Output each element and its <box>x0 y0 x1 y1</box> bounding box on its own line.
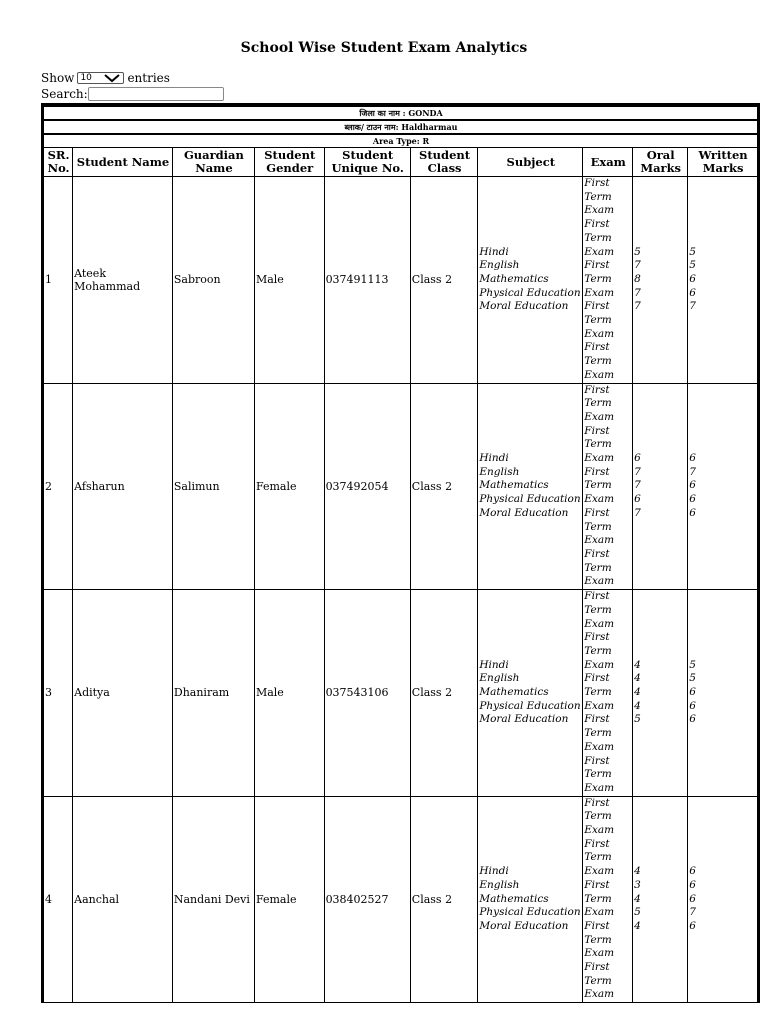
mark-item: 5 <box>634 713 641 726</box>
subject-item: Hindi <box>479 452 509 465</box>
col-header-exam[interactable]: Exam <box>583 148 633 177</box>
mark-item: 6 <box>689 493 696 506</box>
mark-item: 7 <box>634 465 641 478</box>
search-label: Search: <box>41 86 88 101</box>
cell-gender: Female <box>254 383 324 590</box>
exam-item: First Term Exam <box>584 383 615 423</box>
exam-item: First Term Exam <box>584 465 615 506</box>
cell-oral-marks <box>633 383 688 590</box>
cell-oral-marks <box>633 177 688 384</box>
cell-class: Class 2 <box>410 383 478 590</box>
subject-item: Mathematics <box>479 272 549 285</box>
cell-guardian: Sabroon <box>172 177 254 384</box>
mark-item: 6 <box>689 686 696 699</box>
subject-item: English <box>479 465 520 478</box>
col-header-gender[interactable]: Student Gender <box>254 148 324 177</box>
subject-item: English <box>479 878 520 891</box>
cell-written-marks <box>688 590 759 797</box>
col-header-oral-marks[interactable]: Oral Marks <box>633 148 688 177</box>
cell-exam <box>583 590 633 797</box>
banner-district: जिला का नाम : GONDA <box>43 105 759 120</box>
cell-student-name: Aditya <box>73 590 173 797</box>
subject-item: Mathematics <box>479 892 549 905</box>
col-header-guardian-name[interactable]: Guardian Name <box>172 148 254 177</box>
table-row <box>43 383 759 590</box>
page-title: School Wise Student Exam Analytics <box>240 40 528 56</box>
cell-subjects <box>478 383 583 590</box>
mark-item: 6 <box>689 479 696 492</box>
table-controls <box>41 70 224 102</box>
cell-guardian: Dhaniram <box>172 590 254 797</box>
mark-item: 5 <box>689 259 696 272</box>
mark-item: 5 <box>634 245 641 258</box>
subject-item: Hindi <box>479 865 509 878</box>
mark-item: 6 <box>689 506 696 519</box>
mark-item: 7 <box>634 506 641 519</box>
exam-item: First Term Exam <box>584 961 615 1001</box>
cell-gender: Male <box>254 177 324 384</box>
subject-item: English <box>479 672 520 685</box>
mark-item: 6 <box>689 286 696 299</box>
cell-gender: Male <box>254 590 324 797</box>
mark-item: 7 <box>689 906 696 919</box>
exam-item: First Term Exam <box>584 878 615 919</box>
search-control <box>41 86 224 102</box>
table-row <box>43 590 759 797</box>
table-row <box>43 177 759 384</box>
entries-select[interactable] <box>77 72 124 84</box>
exam-analytics-table <box>41 103 760 1003</box>
show-label: Show <box>41 70 75 85</box>
exam-item: First Term Exam <box>584 177 615 217</box>
cell-unique-no: 037491113 <box>324 177 410 384</box>
mark-item: 7 <box>634 286 641 299</box>
mark-item: 7 <box>634 300 641 313</box>
exam-item: First Term Exam <box>584 506 615 547</box>
mark-item: 4 <box>634 672 641 685</box>
mark-item: 6 <box>689 272 696 285</box>
banner-area: Area Type: R <box>43 134 759 148</box>
cell-sr: 2 <box>43 383 73 590</box>
cell-guardian: Salimun <box>172 383 254 590</box>
mark-item: 4 <box>634 865 641 878</box>
mark-item: 7 <box>634 259 641 272</box>
search-input[interactable] <box>88 87 224 101</box>
mark-item: 6 <box>689 892 696 905</box>
cell-student-name: Aanchal <box>73 796 173 1003</box>
mark-item: 4 <box>634 686 641 699</box>
subject-item: Moral Education <box>479 300 569 313</box>
exam-item: First Term Exam <box>584 754 615 794</box>
col-header-unique-no[interactable]: Student Unique No. <box>324 148 410 177</box>
subject-item: Hindi <box>479 245 509 258</box>
cell-subjects <box>478 177 583 384</box>
table-header-row <box>43 148 759 177</box>
subject-item: Physical Education <box>479 906 581 919</box>
mark-item: 5 <box>634 906 641 919</box>
chevron-down-icon <box>103 73 121 83</box>
mark-item: 4 <box>634 919 641 932</box>
subject-item: Moral Education <box>479 713 569 726</box>
subject-item: Mathematics <box>479 686 549 699</box>
cell-written-marks <box>688 383 759 590</box>
mark-item: 6 <box>634 493 641 506</box>
exam-item: First Term Exam <box>584 837 615 878</box>
mark-item: 5 <box>689 672 696 685</box>
col-header-subject[interactable]: Subject <box>478 148 583 177</box>
subject-item: Physical Education <box>479 286 581 299</box>
exam-item: First Term Exam <box>584 300 615 340</box>
exam-item: First Term Exam <box>584 218 615 258</box>
exam-item: First Term Exam <box>584 796 615 837</box>
cell-gender: Female <box>254 796 324 1003</box>
mark-item: 6 <box>689 919 696 932</box>
col-header-student-name[interactable]: Student Name <box>73 148 173 177</box>
cell-written-marks <box>688 177 759 384</box>
subject-item: English <box>479 259 520 272</box>
mark-item: 6 <box>689 452 696 465</box>
subject-item: Mathematics <box>479 479 549 492</box>
subject-item: Moral Education <box>479 506 569 519</box>
subject-item: Physical Education <box>479 699 581 712</box>
cell-student-name: Ateek Mohammad <box>73 177 173 384</box>
cell-oral-marks <box>633 590 688 797</box>
mark-item: 3 <box>634 878 641 891</box>
banner-block-row <box>43 120 759 134</box>
mark-item: 7 <box>634 479 641 492</box>
cell-sr: 4 <box>43 796 73 1003</box>
exam-item: First Term Exam <box>584 590 615 630</box>
cell-student-name: Afsharun <box>73 383 173 590</box>
cell-unique-no: 037492054 <box>324 383 410 590</box>
mark-item: 5 <box>689 658 696 671</box>
mark-item: 6 <box>689 713 696 726</box>
cell-unique-no: 038402527 <box>324 796 410 1003</box>
exam-item: First Term Exam <box>584 713 615 753</box>
exam-item: First Term Exam <box>584 547 615 588</box>
mark-item: 5 <box>689 245 696 258</box>
exam-item: First Term Exam <box>584 341 615 381</box>
mark-item: 4 <box>634 699 641 712</box>
exam-item: First Term Exam <box>584 672 615 712</box>
entries-select-value: 10 <box>80 72 92 83</box>
banner-area-row <box>43 134 759 148</box>
cell-exam <box>583 796 633 1003</box>
cell-exam <box>583 177 633 384</box>
entries-control <box>41 70 224 86</box>
entries-label: entries <box>127 70 170 85</box>
cell-unique-no: 037543106 <box>324 590 410 797</box>
col-header-written-marks[interactable]: Written Marks <box>688 148 759 177</box>
banner-block: ब्लाक/ टाउन नाम: Haldharmau <box>43 120 759 134</box>
exam-item: First Term Exam <box>584 424 615 465</box>
cell-subjects <box>478 590 583 797</box>
cell-written-marks <box>688 796 759 1003</box>
mark-item: 4 <box>634 892 641 905</box>
cell-sr: 3 <box>43 590 73 797</box>
cell-class: Class 2 <box>410 177 478 384</box>
col-header-class[interactable]: Student Class <box>410 148 478 177</box>
mark-item: 6 <box>689 878 696 891</box>
exam-item: First Term Exam <box>584 259 615 299</box>
mark-item: 6 <box>634 452 641 465</box>
subject-item: Hindi <box>479 658 509 671</box>
mark-item: 6 <box>689 865 696 878</box>
cell-class: Class 2 <box>410 796 478 1003</box>
cell-oral-marks <box>633 796 688 1003</box>
subject-item: Physical Education <box>479 493 581 506</box>
banner-district-row <box>43 105 759 120</box>
col-header-sr[interactable]: SR. No. <box>43 148 73 177</box>
exam-item: First Term Exam <box>584 631 615 671</box>
cell-sr: 1 <box>43 177 73 384</box>
cell-guardian: Nandani Devi <box>172 796 254 1003</box>
cell-class: Class 2 <box>410 590 478 797</box>
mark-item: 6 <box>689 699 696 712</box>
mark-item: 7 <box>689 300 696 313</box>
mark-item: 8 <box>634 272 641 285</box>
subject-item: Moral Education <box>479 919 569 932</box>
cell-subjects <box>478 796 583 1003</box>
mark-item: 7 <box>689 465 696 478</box>
exam-item: First Term Exam <box>584 919 615 960</box>
mark-item: 4 <box>634 658 641 671</box>
cell-exam <box>583 383 633 590</box>
table-row <box>43 796 759 1003</box>
